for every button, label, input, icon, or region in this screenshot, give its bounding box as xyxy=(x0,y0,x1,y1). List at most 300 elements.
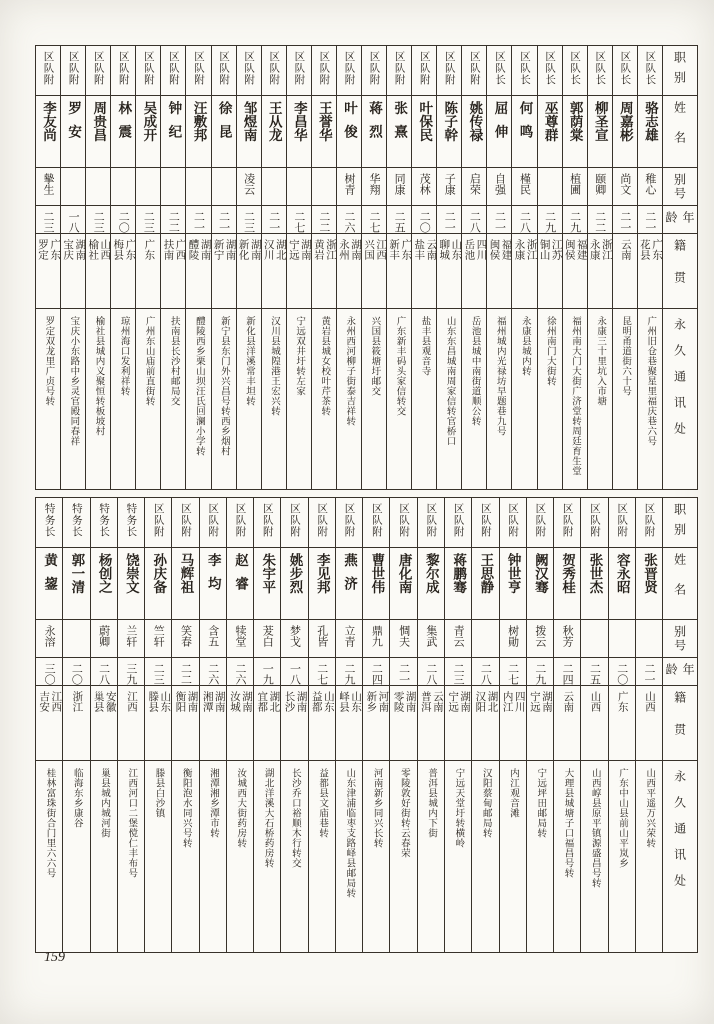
row-label-text: 永久通讯处 xyxy=(672,318,687,448)
cell-address-text: 宝庆小东路中乡灵官殿同春祥 xyxy=(68,316,79,446)
person-column xyxy=(527,498,554,952)
cell-age-text: 二一 xyxy=(643,211,656,233)
person-column xyxy=(254,498,281,952)
row-label-text: 职别 xyxy=(672,51,687,91)
cell-hao xyxy=(86,168,110,206)
cell-name xyxy=(312,96,336,168)
cell-name xyxy=(363,548,389,620)
person-column xyxy=(227,498,254,952)
cell-address xyxy=(91,761,117,952)
cell-address-text: 宁远天堂圩转横岭 xyxy=(453,768,464,848)
cell-name xyxy=(145,548,171,620)
cell-jiguan xyxy=(538,234,562,309)
cell-name xyxy=(613,96,637,168)
cell-name xyxy=(136,96,160,168)
person-column xyxy=(36,46,61,489)
cell-rank-text: 区队附 xyxy=(243,51,255,86)
cell-name xyxy=(186,96,210,168)
cell-hao xyxy=(281,620,307,658)
cell-hao-text: 永溶 xyxy=(43,625,56,647)
cell-age-text: 二一 xyxy=(642,663,655,685)
cell-name-text: 蒋鹏骞 xyxy=(451,553,467,594)
cell-address-text: 昆明甬道街六十号 xyxy=(620,316,631,396)
cell-rank-text: 区队附 xyxy=(261,503,273,538)
cell-hao-text: 竺轩 xyxy=(152,625,165,647)
person-column xyxy=(472,498,499,952)
cell-rank-text: 区队附 xyxy=(318,51,330,86)
cell-jiguan xyxy=(227,686,253,761)
cell-hao-text: 树青 xyxy=(342,173,355,195)
cell-age-text: 二七 xyxy=(368,211,381,233)
cell-rank xyxy=(281,498,307,548)
cell-name-text: 姚步烈 xyxy=(287,553,303,594)
cell-rank xyxy=(63,498,89,548)
cell-address-text: 山东津浦临枣支路峄县邮局转 xyxy=(344,768,355,898)
person-column xyxy=(86,46,111,489)
cell-jiguan xyxy=(390,686,416,761)
row-label-text: 永久通讯处 xyxy=(672,770,687,900)
cell-age xyxy=(36,658,62,686)
cell-age-text: 二二 xyxy=(593,211,606,233)
cell-address-text: 汉川县城隍港王宏兴转 xyxy=(269,316,280,416)
cell-jiguan xyxy=(309,686,335,761)
cell-address xyxy=(609,761,635,952)
cell-address-text: 盐丰县观音寺 xyxy=(419,316,430,376)
cell-address xyxy=(145,761,171,952)
cell-age-text: 二八 xyxy=(479,663,492,685)
cell-address-text: 湖北洋溪大石桥药房转 xyxy=(262,768,273,868)
person-column xyxy=(500,498,527,952)
cell-age xyxy=(145,658,171,686)
cell-hao xyxy=(161,168,185,206)
cell-age-text: 二三 xyxy=(42,211,55,233)
person-column xyxy=(237,46,262,489)
cell-age xyxy=(581,658,607,686)
cell-address xyxy=(118,761,144,952)
cell-rank-text: 区队附 xyxy=(370,503,382,538)
cell-address-text: 湘潭湘乡潭市转 xyxy=(208,768,219,838)
cell-address xyxy=(472,761,498,952)
cell-name-text: 叶保民 xyxy=(417,101,433,142)
row-label-name xyxy=(663,96,697,168)
cell-address xyxy=(363,761,389,952)
cell-rank-text: 区队附 xyxy=(343,51,355,86)
cell-rank xyxy=(613,46,637,96)
cell-jiguan xyxy=(262,234,286,309)
cell-name xyxy=(36,96,60,168)
cell-rank xyxy=(111,46,135,96)
cell-jiguan xyxy=(212,234,236,309)
cell-address-text: 醴陵西乡栗山坝汪氏回澜小学转 xyxy=(193,316,204,456)
cell-jiguan xyxy=(527,686,553,761)
cell-rank xyxy=(86,46,110,96)
cell-hao xyxy=(500,620,526,658)
person-column xyxy=(161,46,186,489)
cell-jiguan xyxy=(472,686,498,761)
cell-jiguan-text: 湖南汝城 xyxy=(228,691,253,712)
person-column xyxy=(437,46,462,489)
cell-jiguan-text: 山西 xyxy=(644,691,655,712)
cell-address-text: 兴国县筱塘圩邮交 xyxy=(369,316,380,396)
cell-address-text: 河南新乡同兴长转 xyxy=(371,768,382,848)
cell-jiguan-text: 山东滕县 xyxy=(147,691,171,712)
cell-age xyxy=(36,206,60,234)
cell-name xyxy=(287,96,311,168)
cell-name-text: 李友尚 xyxy=(41,101,57,142)
cell-age-text: 二九 xyxy=(533,663,546,685)
cell-jiguan xyxy=(91,686,117,761)
cell-hao-text: 立青 xyxy=(343,625,356,647)
cell-age-text: 二七 xyxy=(315,663,328,685)
cell-address xyxy=(581,761,607,952)
row-label-text: 籍贯 xyxy=(672,239,687,303)
cell-hao-text: 子康 xyxy=(443,173,456,195)
cell-age xyxy=(287,206,311,234)
row-label-text: 职别 xyxy=(672,503,687,543)
cell-address xyxy=(111,309,135,489)
cell-address xyxy=(312,309,336,489)
cell-name xyxy=(61,96,85,168)
cell-hao xyxy=(118,620,144,658)
cell-jiguan xyxy=(145,686,171,761)
cell-age xyxy=(472,658,498,686)
cell-name xyxy=(36,548,62,620)
cell-hao-text: 茂林 xyxy=(418,173,431,195)
cell-address-text: 榆社县城内义聚恒转板坡村 xyxy=(93,316,104,436)
cell-jiguan-text: 福建闽侯 xyxy=(563,239,587,260)
cell-rank-text: 区队长 xyxy=(544,51,556,86)
cell-age-text: 二五 xyxy=(588,663,601,685)
cell-address-text: 广东新丰码头家信转交 xyxy=(394,316,405,416)
cell-hao-text: 自强 xyxy=(493,173,506,195)
cell-rank-text: 特务长 xyxy=(70,503,82,538)
cell-name-text: 周嘉彬 xyxy=(617,101,633,142)
cell-rank xyxy=(186,46,210,96)
cell-rank-text: 区队附 xyxy=(193,51,204,86)
cell-age-text: 三九 xyxy=(124,663,137,685)
cell-hao xyxy=(363,620,389,658)
cell-age-text: 二三 xyxy=(142,211,155,233)
row-label-hao xyxy=(663,620,697,658)
person-column xyxy=(36,498,63,952)
cell-name xyxy=(63,548,89,620)
cell-name xyxy=(262,96,286,168)
cell-address-text: 汉阳蔡甸邮局转 xyxy=(480,768,491,838)
cell-name xyxy=(390,548,416,620)
cell-age-text: 二一 xyxy=(618,211,631,233)
cell-jiguan xyxy=(237,234,261,309)
cell-address-text: 福州城内光禄坊早题巷九号 xyxy=(494,316,505,436)
cell-address-text: 益都县文庙巷转 xyxy=(317,768,328,838)
cell-jiguan xyxy=(445,686,471,761)
cell-age xyxy=(186,206,210,234)
cell-name-text: 朱宇平 xyxy=(260,553,276,594)
cell-name-text: 黎尔成 xyxy=(423,553,439,594)
cell-age xyxy=(527,658,553,686)
cell-address xyxy=(362,309,386,489)
cell-name xyxy=(418,548,444,620)
cell-name-text: 叶俊 xyxy=(341,101,357,148)
cell-age xyxy=(487,206,511,234)
cell-jiguan xyxy=(118,686,144,761)
person-column xyxy=(111,46,136,489)
cell-jiguan-text: 云南普洱 xyxy=(419,691,443,712)
cell-rank xyxy=(145,498,171,548)
cell-address-text: 广州旧仓巷聚星里福庆巷六号 xyxy=(645,316,656,446)
cell-jiguan-text: 湖北汉阳 xyxy=(474,691,498,712)
cell-hao-text: 笑春 xyxy=(179,625,192,647)
cell-address xyxy=(445,761,471,952)
cell-jiguan-text: 广西扶南 xyxy=(162,239,186,260)
cell-name xyxy=(445,548,471,620)
cell-age-text: 二二 xyxy=(179,663,192,685)
cell-name-text: 王思静 xyxy=(478,553,494,594)
cell-hao-text: 茇白 xyxy=(261,625,274,647)
cell-rank xyxy=(462,46,486,96)
cell-rank-text: 区队附 xyxy=(561,503,573,538)
cell-address xyxy=(63,761,89,952)
cell-address-text: 巢县城内城河街 xyxy=(98,768,109,838)
cell-rank xyxy=(588,46,612,96)
cell-rank-text: 区队附 xyxy=(616,503,628,538)
person-column xyxy=(609,498,636,952)
cell-hao xyxy=(538,168,562,206)
cell-address xyxy=(254,761,280,952)
person-column xyxy=(362,46,387,489)
cell-age-text: 二〇 xyxy=(70,663,83,685)
cell-age-text: 二〇 xyxy=(117,211,130,233)
cell-name xyxy=(309,548,335,620)
cell-address xyxy=(61,309,85,489)
row-label-age xyxy=(663,206,697,234)
cell-rank xyxy=(500,498,526,548)
cell-address-text: 罗定双龙里广贞号转 xyxy=(43,316,54,406)
cell-address xyxy=(136,309,160,489)
cell-rank-text: 区队附 xyxy=(92,51,104,86)
cell-rank xyxy=(336,498,362,548)
cell-address xyxy=(387,309,411,489)
person-column xyxy=(200,498,227,952)
cell-age xyxy=(281,658,307,686)
person-column xyxy=(309,498,336,952)
cell-rank xyxy=(254,498,280,548)
cell-jiguan-text: 湖北宜都 xyxy=(256,691,280,712)
cell-rank-text: 区队长 xyxy=(619,51,631,86)
cell-age-text: 二八 xyxy=(468,211,481,233)
cell-age-text: 二八 xyxy=(97,663,110,685)
cell-jiguan-text: 山西榆社 xyxy=(87,239,111,260)
cell-age xyxy=(538,206,562,234)
cell-address-text: 大理县城塘子口福昌号转 xyxy=(562,768,573,878)
cell-jiguan-text: 山东聊城 xyxy=(438,239,462,260)
cell-rank-text: 区队附 xyxy=(293,51,305,86)
cell-address xyxy=(200,761,226,952)
person-column xyxy=(563,46,588,489)
cell-rank-text: 区队长 xyxy=(493,51,505,86)
cell-name xyxy=(227,548,253,620)
cell-rank-text: 区队长 xyxy=(644,51,656,86)
row-label-addr xyxy=(663,761,697,952)
cell-name-text: 郭一清 xyxy=(69,553,85,594)
cell-hao xyxy=(145,620,171,658)
cell-name-text: 李均 xyxy=(205,553,221,600)
cell-name xyxy=(118,548,144,620)
cell-hao-text: 蔚卿 xyxy=(97,625,110,647)
cell-rank xyxy=(36,46,60,96)
cell-hao-text: 启荣 xyxy=(468,173,481,195)
person-column xyxy=(636,498,663,952)
cell-address xyxy=(186,309,210,489)
cell-jiguan-text: 福建闽侯 xyxy=(488,239,512,260)
cell-jiguan xyxy=(312,234,336,309)
cell-name-text: 柳圣宣 xyxy=(592,101,608,142)
cell-name-text: 姚传禄 xyxy=(467,101,483,142)
cell-age-text: 二一 xyxy=(493,211,506,233)
cell-address-text: 永州西河柳子街泰吉祥转 xyxy=(344,316,355,426)
cell-age-text: 二六 xyxy=(233,663,246,685)
cell-rank-text: 区队附 xyxy=(234,503,246,538)
cell-name-text: 赵睿 xyxy=(232,553,248,600)
cell-jiguan xyxy=(161,234,185,309)
cell-age xyxy=(390,658,416,686)
cell-rank-text: 区队附 xyxy=(179,503,191,538)
cell-hao xyxy=(487,168,511,206)
cell-rank-text: 区队附 xyxy=(534,503,546,538)
cell-hao xyxy=(36,168,60,206)
row-label-name xyxy=(663,548,697,620)
cell-age-text: 二六 xyxy=(342,211,355,233)
row-label-text: 别号 xyxy=(672,625,687,653)
cell-address xyxy=(527,761,553,952)
cell-jiguan xyxy=(412,234,436,309)
cell-hao xyxy=(588,168,612,206)
cell-rank-text: 区队长 xyxy=(594,51,606,86)
cell-jiguan-text: 浙江永康 xyxy=(513,239,537,260)
cell-rank xyxy=(412,46,436,96)
cell-jiguan xyxy=(638,234,662,309)
cell-jiguan-text: 四川岳池 xyxy=(463,239,487,260)
cell-rank xyxy=(118,498,144,548)
cell-age xyxy=(200,658,226,686)
cell-address-text: 岳池县城中南街道顺公转 xyxy=(469,316,480,426)
row-label-text: 别号 xyxy=(672,173,687,201)
cell-jiguan-text: 湖南永州 xyxy=(337,239,362,260)
cell-hao-text: 颐卿 xyxy=(593,173,606,195)
cell-hao-text: 犊堂 xyxy=(233,625,246,647)
cell-hao xyxy=(636,620,662,658)
cell-jiguan xyxy=(437,234,461,309)
person-column xyxy=(638,46,663,489)
cell-jiguan xyxy=(63,686,89,761)
cell-address-text: 广州东山庙前直街转 xyxy=(143,316,154,406)
cell-jiguan xyxy=(136,234,160,309)
cell-address xyxy=(412,309,436,489)
cell-hao-text: 孔皆 xyxy=(315,625,328,647)
cell-name xyxy=(554,548,580,620)
cell-name xyxy=(200,548,226,620)
cell-jiguan-text: 云南 xyxy=(619,239,631,260)
cell-rank-text: 区队附 xyxy=(368,51,380,86)
cell-age xyxy=(309,658,335,686)
cell-hao-text: 秋芳 xyxy=(561,625,574,647)
cell-age-text: 二〇 xyxy=(615,663,628,685)
cell-address xyxy=(636,761,662,952)
cell-address-text: 汝城西大街药房转 xyxy=(235,768,246,848)
cell-age xyxy=(336,658,362,686)
person-column xyxy=(281,498,308,952)
cell-address xyxy=(538,309,562,489)
cell-name xyxy=(609,548,635,620)
cell-jiguan-text: 浙江黄岩 xyxy=(312,239,336,260)
cell-rank-text: 区队附 xyxy=(468,51,480,86)
cell-address xyxy=(227,761,253,952)
cell-hao-text: 槿民 xyxy=(518,173,531,195)
cell-address-text: 山西崞县原平镇源盛昌号转 xyxy=(589,768,600,888)
cell-jiguan xyxy=(418,686,444,761)
cell-rank xyxy=(581,498,607,548)
cell-age xyxy=(512,206,536,234)
cell-name-text: 林震 xyxy=(116,101,132,148)
cell-jiguan-text: 湖南宁远 xyxy=(528,691,552,712)
cell-name xyxy=(472,548,498,620)
cell-rank xyxy=(363,498,389,548)
cell-hao xyxy=(437,168,461,206)
cell-hao-text: 兰轩 xyxy=(124,625,137,647)
cell-age xyxy=(254,658,280,686)
cell-rank xyxy=(36,498,62,548)
cell-hao xyxy=(609,620,635,658)
person-column xyxy=(63,498,90,952)
cell-name xyxy=(91,548,117,620)
cell-name xyxy=(527,548,553,620)
cell-name xyxy=(337,96,361,168)
person-column xyxy=(512,46,537,489)
cell-jiguan xyxy=(111,234,135,309)
cell-address xyxy=(613,309,637,489)
cell-rank xyxy=(527,498,553,548)
cell-name-text: 王从龙 xyxy=(266,101,282,142)
cell-age-text: 二三 xyxy=(452,663,465,685)
cell-hao xyxy=(312,168,336,206)
cell-name-text: 屈伸 xyxy=(492,101,508,148)
cell-hao xyxy=(36,620,62,658)
cell-hao xyxy=(527,620,553,658)
cell-age xyxy=(63,658,89,686)
cell-hao xyxy=(212,168,236,206)
cell-hao xyxy=(412,168,436,206)
cell-age-text: 二九 xyxy=(568,211,581,233)
cell-hao xyxy=(336,620,362,658)
person-column xyxy=(418,498,445,952)
cell-age xyxy=(136,206,160,234)
cell-rank xyxy=(136,46,160,96)
cell-jiguan-text: 湖南宁远 xyxy=(287,239,311,260)
person-column xyxy=(172,498,199,952)
cell-age xyxy=(111,206,135,234)
cell-age xyxy=(636,658,662,686)
row-label-zhibie xyxy=(663,498,697,548)
cell-name-text: 邹煜南 xyxy=(241,101,257,142)
row-label-jiguan xyxy=(663,234,697,309)
cell-age-text: 二一 xyxy=(443,211,456,233)
cell-hao-text: 稚心 xyxy=(643,173,656,195)
cell-name xyxy=(172,548,198,620)
cell-jiguan-text: 云南 xyxy=(562,691,574,712)
cell-address-text: 山西平遥万兴荣转 xyxy=(644,768,655,848)
roster-tables xyxy=(35,45,698,953)
cell-address-text: 桂林富珠街合门里六六号 xyxy=(44,768,55,878)
cell-hao-text: 拨云 xyxy=(533,625,546,647)
